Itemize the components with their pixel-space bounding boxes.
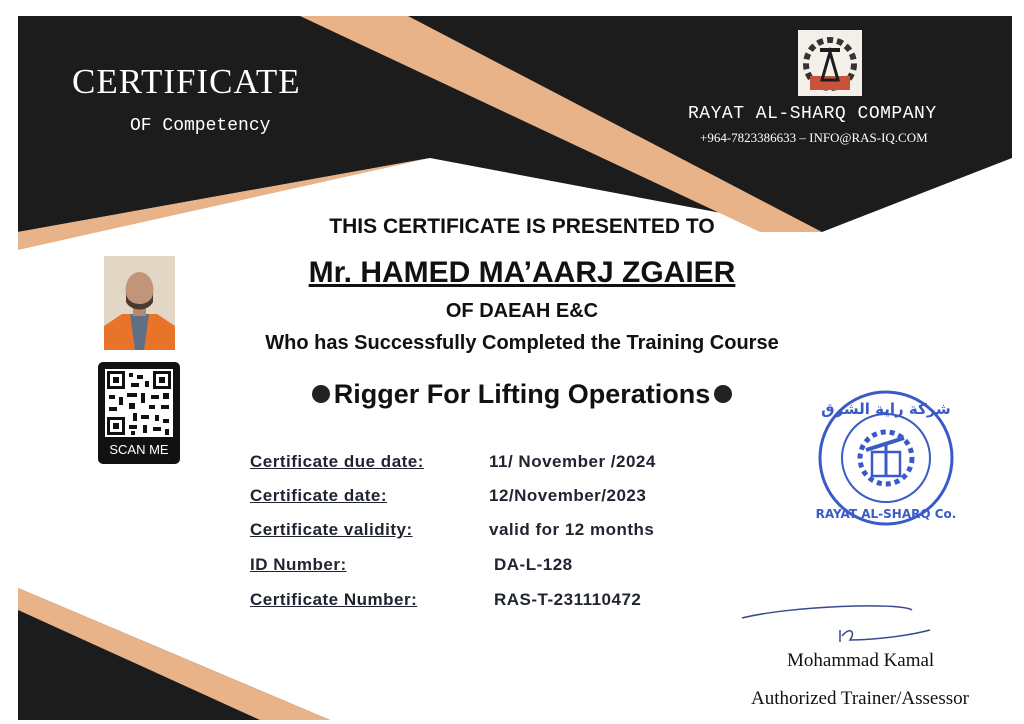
validity-label: Certificate validity: — [250, 520, 413, 539]
bullet-icon — [714, 385, 732, 403]
certificate-number-value: RAS-T-231110472 — [494, 590, 642, 609]
recipient-company: OF DAEAH E&C — [445, 300, 599, 322]
due-date-value: 11/ November /2024 — [489, 452, 656, 471]
validity-value: valid for 12 months — [489, 520, 655, 539]
qr-code-block[interactable] — [98, 362, 180, 464]
company-name: RAYAT AL-SHARQ COMPANY — [688, 104, 937, 124]
person-photo-icon — [104, 256, 175, 350]
completion-statement: Who has Successfully Completed the Training Course — [265, 332, 779, 354]
signer-role: Authorized Trainer/Assessor — [751, 688, 969, 709]
certificate-date-label: Certificate date: — [250, 486, 387, 505]
due-date-label: Certificate due date: — [250, 452, 424, 471]
presented-to-heading: THIS CERTIFICATE IS PRESENTED TO — [329, 215, 715, 238]
signature-scribble — [742, 606, 930, 642]
stamp-arabic-text: شركة راية الشرق — [821, 400, 951, 418]
recipient-name: Mr. HAMED MA’AARJ ZGAIER — [308, 256, 736, 289]
recipient-photo — [104, 256, 175, 350]
id-number-label: ID Number: — [250, 555, 347, 574]
certificate-subtitle: OF Competency — [130, 116, 271, 136]
certificate-number-label: Certificate Number: — [250, 590, 418, 609]
scan-me-label: SCAN ME — [109, 442, 169, 457]
certificate-date-value: 12/November/2023 — [489, 486, 647, 505]
qr-code-icon — [105, 369, 173, 437]
signer-name: Mohammad Kamal — [787, 650, 935, 671]
stamp-latin-text: RAYAT AL-SHARQ Co. — [815, 507, 957, 521]
company-contact: +964-7823386633 – INFO@RAS-IQ.COM — [700, 130, 928, 145]
course-name: Rigger For Lifting Operations — [333, 379, 711, 409]
certificate-title: CERTIFICATE — [72, 62, 301, 101]
id-number-value: DA-L-128 — [494, 555, 573, 574]
company-logo — [798, 30, 862, 96]
bullet-icon — [312, 385, 330, 403]
qr-code[interactable] — [105, 369, 173, 437]
